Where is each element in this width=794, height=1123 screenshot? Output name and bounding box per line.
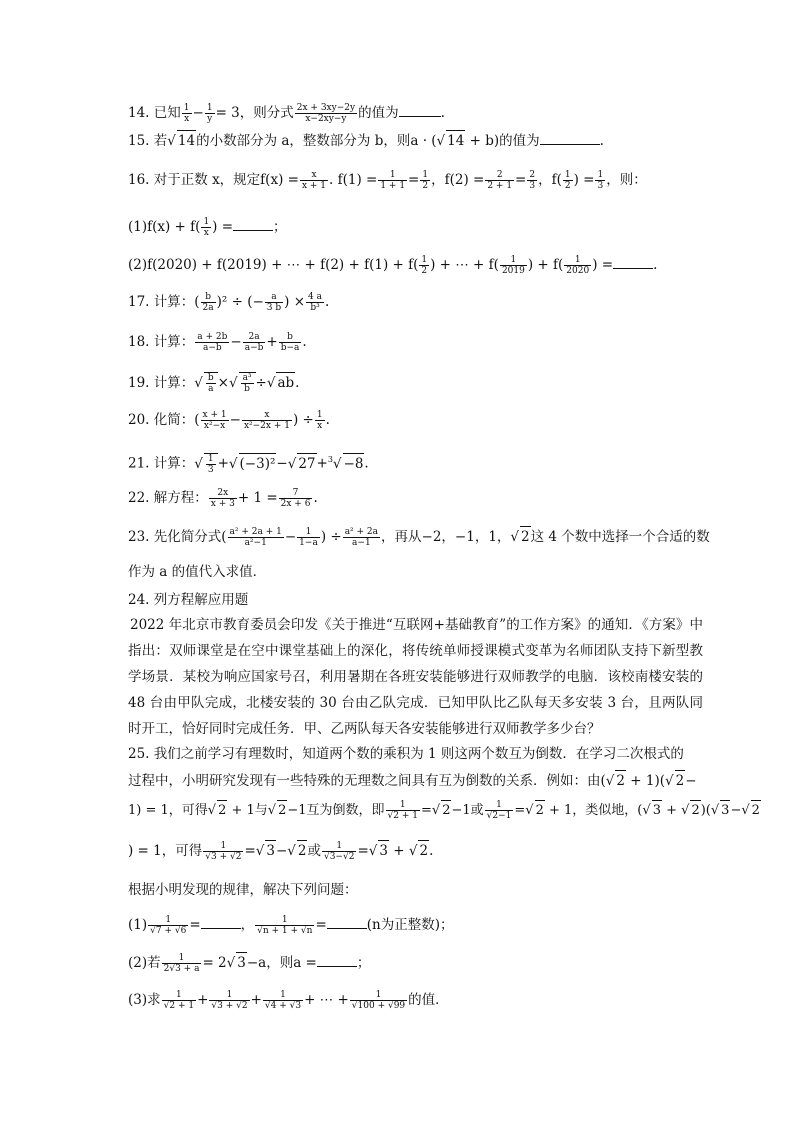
problem-15: 15. 若√ 14的小数部分为 a，整数部分为 b，则a · (√ 14 + b)的值为 . <box>128 130 604 151</box>
problem-16-part-2: (2)f(2020) + f(2019) + ⋯ + f(2) + f(1) + f( $\frac{1}{2}$ ) + ⋯ + f( $\frac{1}{2019}$ ) + f( $\frac{1}{2020}$ ) = . <box>128 255 658 276</box>
fraction: $\frac{2x + 3xy-2y}{x-2xy-y}$ <box>296 103 356 124</box>
answer-blank[interactable] <box>233 216 273 231</box>
answer-blank[interactable] <box>201 914 241 929</box>
fraction: $\frac{1}{x}$ <box>183 103 190 124</box>
problem-25-question-1: (1) $\frac{1}{√7 + √6}$ = ， $\frac{1}{√n + 1 + √n}$ = (n为正整数)； <box>128 915 454 936</box>
problem-21: 21. 计算：√ $\frac{1}{3}$ +√ (−3)²−√ 27+$^3$√ −8. <box>128 450 369 475</box>
problem-25-line-4: ) = 1，可得 $\frac{1}{√3 + √2}$ =√ 3−√ 2或 $\frac{1}{√3-√2}$ =√ 3 + √ 2. <box>128 840 433 862</box>
problem-14: 14. 已知 $\frac{1}{x}$ − $\frac{1}{y}$ = 3，则分式 $\frac{2x + 3xy-2y}{x-2xy-y}$ 的值为 . <box>128 103 445 124</box>
problem-25-question-2: (2)若 $\frac{1}{2√3 + a}$ = 2√ 3−a，则a = ； <box>128 952 370 974</box>
problem-23-line-2: 作为 a 的值代入求值． <box>128 564 267 580</box>
problem-17: 17. 计算：( $\frac{b}{2a}$ )² ÷ (− $\frac{a}{3 b}$ ) × $\frac{4 a}{\text{b³}}$ . <box>128 292 330 313</box>
problem-16-part-1: (1)f(x) + f( $\frac{1}{x}$ ) = ； <box>128 217 287 238</box>
problem-14-number: 14. <box>128 105 150 121</box>
problem-16: 16. 对于正数 x，规定f(x) = $\frac{x}{x + 1}$ . f(1) = $\frac{1}{1 + 1}$ = $\frac{1}{2}$ ，f(2) = $\frac{2}{2 + 1}$ = $\frac{2}{3}$ ，f( $\frac{1}{2}$ ) = $\frac{1}{3}$ ，则： <box>128 170 647 191</box>
problem-25-intro-1: 25. 我们之前学习有理数时，知道两个数的乘积为 1 则这两个数互为倒数．在学习二次根式的 <box>128 746 684 762</box>
problem-19: 19. 计算：√ $\frac{b}{a}$ ×√ $\frac{\text{a³}}{b}$ ÷√ ab. <box>128 372 299 394</box>
problem-25-rule: 根据小明发现的规律，解决下列问题： <box>128 882 358 898</box>
problem-25-intro-2: 过程中，小明研究发现有一些特殊的无理数之间具有互为倒数的关系．例如：由(√ 2 + 1)(√ 2− <box>128 770 697 791</box>
radicand: 14 <box>177 130 196 151</box>
problem-23: 23. 先化简分式( $\frac{\text{a² + 2a + 1}}{\text{a²−1}}$ − $\frac{1}{1-a}$ ) ÷ $\frac{\text{a² + 2a}}{a-1}$ ，再从−2，−1，1，√ 2这 4 个数中选择一个合适的数 <box>128 526 710 548</box>
answer-blank[interactable] <box>399 102 441 117</box>
problem-25-question-3: (3)求 $\frac{1}{√2 + 1}$ + $\frac{1}{√3 + √2}$ + $\frac{1}{√4 + √3}$ + ⋯ + $\frac{1}{√100 + √99}$ 的值． <box>128 990 449 1011</box>
problem-24-title: 24. 列方程解应用题 <box>128 592 249 608</box>
problem-18: 18. 计算： $\frac{a + 2b}{a-b}$ − $\frac{2a}{a-b}$ + $\frac{b}{b-a}$ . <box>128 332 307 353</box>
problem-24-body: 2022 年北京市教育委员会印发《关于推进“互联网+基础教育”的工作方案》的通知．《方案》中指出：双师课堂是在空中课堂基础上的深化，将传统单师授课模式变革为名师团队支持下新型教学场景．某校为响应国家号召，利用暑期在各班安装能够进行双师教学的电脑．该校南楼安装的 48 台由甲队完成，北楼安装的 30 台由乙队完成．已知甲队比乙队每天多安装 3 台，且两队同时开工，恰好同时完成任务．甲、乙两队每天各安装能够进行双师教学多少台？ <box>128 617 703 737</box>
problem-25-line-3: 1) = 1，可得√ 2 + 1与√ 2−1互为倒数，即 $\frac{1}{√2 + 1}$ =√ 2−1或 $\frac{1}{√2-1}$ =√ 2 + 1，类似地，(√ 3 + √ 2)(√ 3−√ 2 <box>128 800 761 821</box>
problem-14-text: 已知 <box>153 105 181 121</box>
answer-blank[interactable] <box>613 254 653 269</box>
radicand: 14 <box>446 130 465 151</box>
problem-22: 22. 解方程： $\frac{2x}{x + 3}$ + 1 = $\frac{7}{2x + 6}$ . <box>128 488 318 509</box>
answer-blank[interactable] <box>317 952 357 967</box>
problem-20: 20. 化简：( $\frac{x + 1}{\text{x²−x}}$ − $\frac{x}{\text{x²−2x + 1}}$ ) ÷ $\frac{1}{x}$ . <box>128 410 330 431</box>
fraction: $\frac{1}{y}$ <box>206 103 213 124</box>
answer-blank[interactable] <box>540 130 600 145</box>
answer-blank[interactable] <box>327 914 367 929</box>
